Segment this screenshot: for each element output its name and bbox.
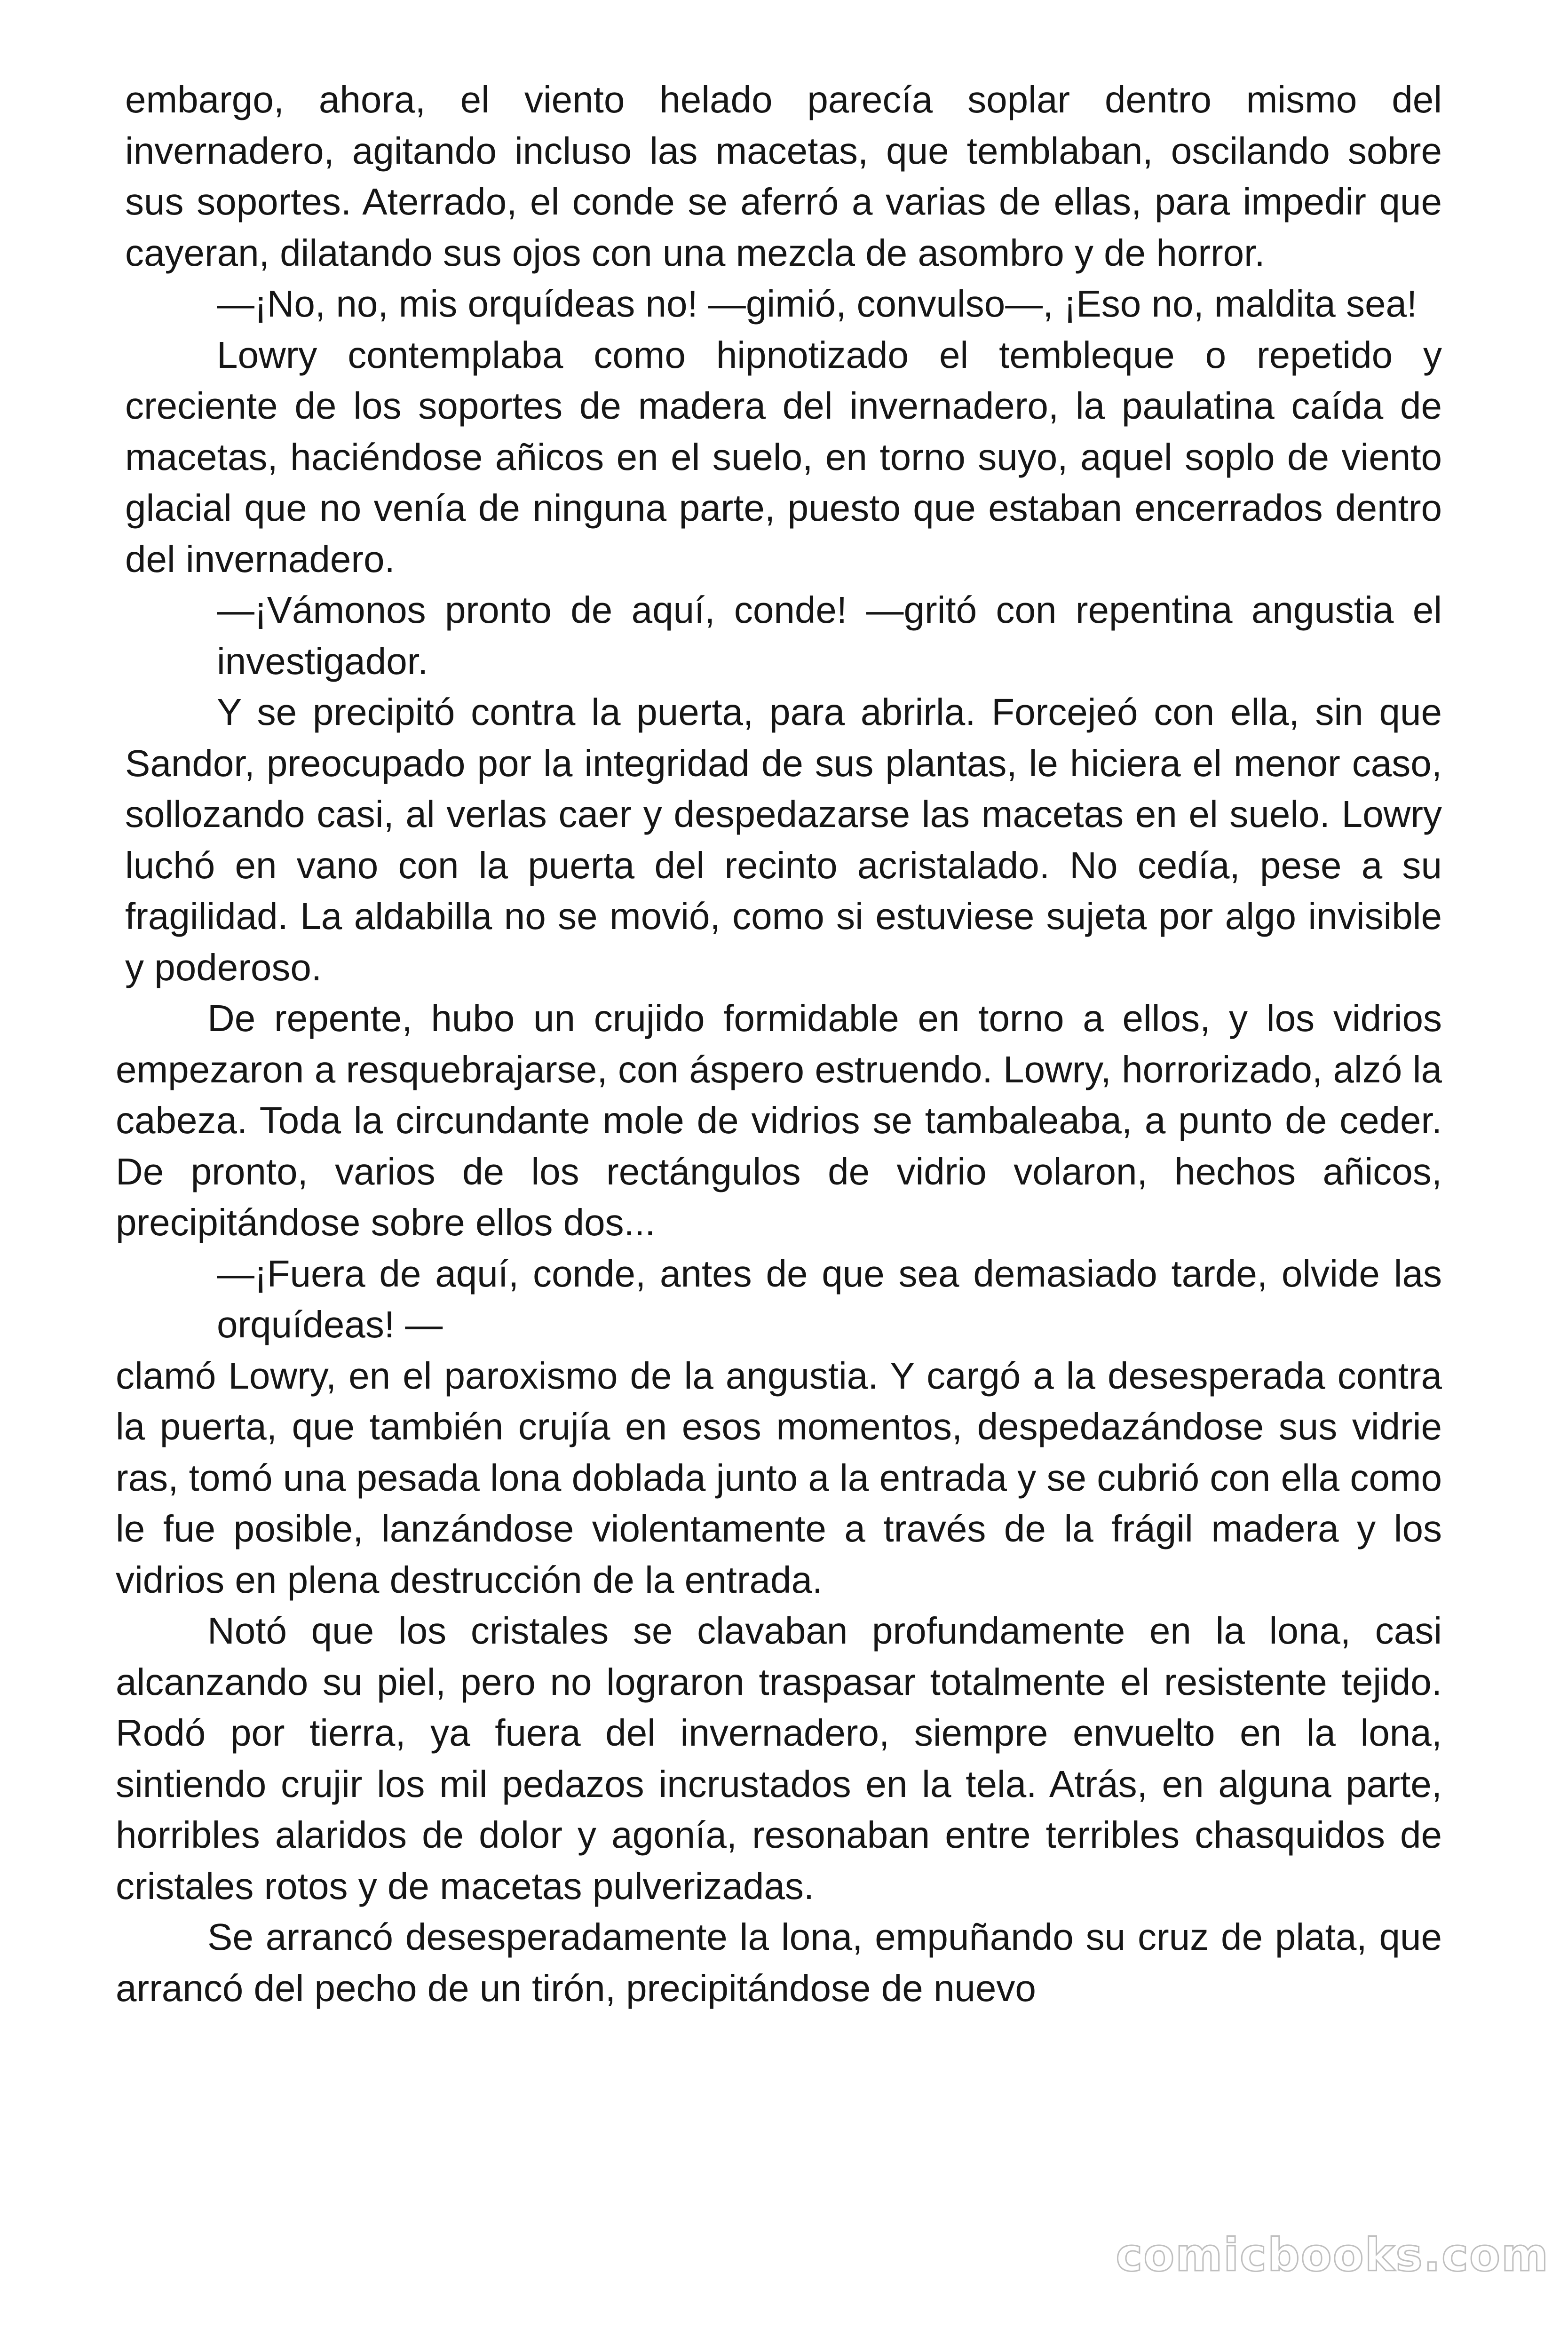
paragraph-6: De repente, hubo un crujido formidable en torno a ellos, y los vidrios empezaron a resquebrajarse, con áspero estruendo. Lowry, horrorizado, alzó la cabeza. Toda la circundante mole de vidrios se tambaleaba, a punto de ceder. De pronto, varios de los rectángulos de vidrio volaron, hechos añicos, precipitándose sobre ellos dos...: [116, 997, 1442, 1243]
paragraph-9: Notó que los cristales se clavaban profundamente en la lona, casi alcanzando su piel, pero no lograron traspasar totalmente el resistente tejido. Rodó por tierra, ya fuera del invernadero, siempre envuelto en la lona, sintiendo crujir los mil pedazos incrustados en la tela. Atrás, en alguna parte, horribles alaridos de dolor y agonía, resonaban entre terribles chasquidos de cristales rotos y de macetas pulverizadas.: [116, 1610, 1442, 1907]
paragraph-2-dialogue: —¡No, no, mis orquídeas no! —gimió, convulso—, ¡Eso no, maldita sea!: [217, 283, 1418, 325]
body-text: [116, 74, 1442, 2014]
paragraph-7-dialogue: —¡Fuera de aquí, conde, antes de que sea demasiado tarde, olvide las orquídeas! —: [217, 1252, 1442, 1345]
watermark: comicbooks.com: [1116, 2229, 1549, 2281]
paragraph-3: Lowry contemplaba como hipnotizado el tembleque o repetido y creciente de los soportes de madera del invernadero, la paulatina caída de macetas, haciéndose añicos en el suelo, en torno suyo, aquel soplo de viento glacial que no venía de ninguna parte, puesto que estaban encerrados dentro del invernadero.: [125, 334, 1442, 580]
paragraph-1: embargo, ahora, el viento helado parecía soplar dentro mismo del invernadero, agitando incluso las macetas, que temblaban, oscilando sobre sus soportes. Aterrado, el conde se aferró a varias de ellas, para impedir que cayeran, dilatando sus ojos con una mezcla de asombro y de horror.: [125, 79, 1442, 274]
paragraph-8: clamó Lowry, en el paroxismo de la angustia. Y cargó a la desesperada contra la puerta, que también crujía en esos momentos, despedazándose sus vidrie ras, tomó una pesada lona doblada junto a la entrada y se cubrió con ella como le fue posible, lanzándose violentamente a través de la frágil madera y los vidrios en plena destrucción de la entrada.: [116, 1354, 1442, 1601]
paragraph-10: Se arrancó desesperadamente la lona, empuñando su cruz de plata, que arrancó del pecho de un tirón, precipitándose de nuevo: [116, 1916, 1442, 2009]
paragraph-4-dialogue: —¡Vámonos pronto de aquí, conde! —gritó con repentina angustia el investigador.: [217, 589, 1442, 682]
paragraph-5: Y se precipitó contra la puerta, para abrirla. Forcejeó con ella, sin que Sandor, preocupado por la integridad de sus plantas, le hiciera el menor caso, sollozando casi, al verlas caer y despedazarse las macetas en el suelo. Lowry luchó en vano con la puerta del recinto acristalado. No cedía, pese a su fragilidad. La aldabilla no se movió, como si estuviese sujeta por algo invisible y poderoso.: [125, 691, 1442, 988]
